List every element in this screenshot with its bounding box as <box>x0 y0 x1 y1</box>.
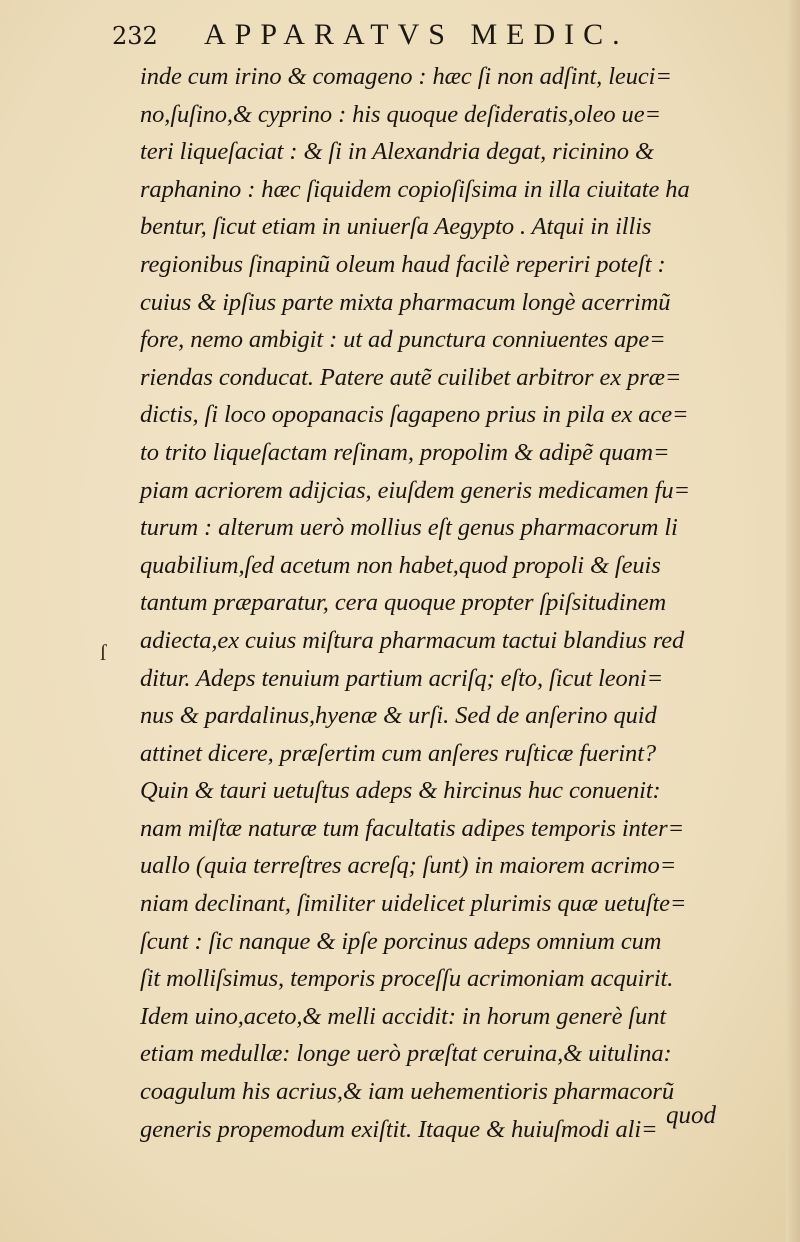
text-line: tantum præparatur, cera quoque propter ſpiſsitudinem <box>140 589 667 617</box>
text-line: nam miſtæ naturæ tum facultatis adipes temporis inter= <box>140 814 685 842</box>
text-line: dictis, ſi loco opopanacis ſagapeno prius in pila ex ace= <box>140 401 689 429</box>
text-line: niam declinant, ſimiliter uidelicet plurimis quæ uetuſte= <box>140 890 687 918</box>
catchword: quod <box>666 1102 716 1129</box>
text-line: coagulum his acrius,& iam uehementioris pharmacorũ <box>140 1078 674 1106</box>
text-line: etiam medullæ: longe uerò præſtat ceruina,& uitulina: <box>140 1040 672 1068</box>
margin-mark: ſ <box>100 640 107 665</box>
text-line: cuius & ipſius parte mixta pharmacum longè acerrimũ <box>140 288 671 316</box>
text-line: fore, nemo ambigit : ut ad punctura conniuentes ape= <box>140 326 666 354</box>
text-line: to trito liqueſactam reſinam, propolim & adipẽ quam= <box>140 438 670 466</box>
text-line: uallo (quia terreſtres acreſq; ſunt) in maiorem acrimo= <box>140 852 677 880</box>
text-line: attinet dicere, præſertim cum anſeres ruſticæ fuerint? <box>140 739 657 767</box>
page-edge <box>786 0 800 1242</box>
text-line: Idem uino,aceto,& melli accidit: in horum generè ſunt <box>140 1002 667 1030</box>
text-line: raphanino : hæc ſiquidem copioſiſsima in illa ciuitate ha <box>140 175 690 203</box>
text-line: ſcunt : ſic nanque & ipſe porcinus adeps omnium cum <box>140 927 662 955</box>
text-line: piam acriorem adijcias, eiuſdem generis medicamen fu= <box>140 476 690 504</box>
body-text <box>140 58 740 1148</box>
text-line: bentur, ſicut etiam in uniuerſa Aegypto . Atqui in illis <box>140 213 652 241</box>
text-line: quabilium,ſed acetum non habet,quod propoli & ſeuis <box>140 551 661 579</box>
text-line: ditur. Adeps tenuium partium acriſq; eſto, ſicut leoni= <box>140 664 663 692</box>
text-line: generis propemodum exiſtit. Itaque & huiuſmodi ali= <box>140 1115 658 1143</box>
page-header <box>112 18 772 58</box>
text-line: turum : alterum uerò mollius eſt genus pharmacorum li <box>140 514 678 542</box>
text-line: nus & pardalinus,hyenæ & urſi. Sed de anſerino quid <box>140 702 657 730</box>
text-line: regionibus ſinapinũ oleum haud facilè reperiri poteſt : <box>140 250 666 278</box>
text-line: inde cum irino & comageno : hæc ſi non adſint, leuci= <box>140 63 672 90</box>
text-line: teri liqueſaciat : & ſi in Alexandria degat, ricinino & <box>140 138 654 166</box>
text-line: ſit molliſsimus, temporis proceſſu acrimoniam acquirit. <box>140 965 674 993</box>
text-line: no,ſuſino,& cyprino : his quoque deſideratis,oleo ue= <box>140 100 661 128</box>
text-line: adiecta,ex cuius miſtura pharmacum tactui blandius red <box>140 626 685 654</box>
text-line: Quin & tauri uetuſtus adeps & hircinus huc conuenit: <box>140 777 661 805</box>
page-number: 232 <box>112 22 158 50</box>
text-line: riendas conducat. Patere autẽ cuilibet arbitror ex præ= <box>140 363 682 391</box>
running-head: APPARATVS MEDIC. <box>204 18 629 51</box>
